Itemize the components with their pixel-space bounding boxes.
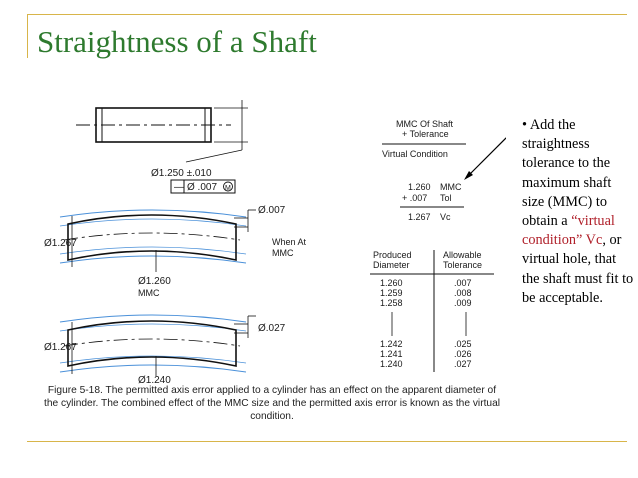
bullet-vc: Vc bbox=[585, 232, 603, 249]
left-rule bbox=[27, 14, 28, 58]
bullet-virtual-condition: “virtual condition” bbox=[522, 213, 615, 249]
table-row-4-tolerance: .025 bbox=[454, 339, 472, 349]
when-at-mmc-label: MMC bbox=[272, 248, 294, 258]
calc-line-3: Virtual Condition bbox=[382, 149, 448, 159]
bullet-text-3: , or virtual hole, that the shaft must fit to be acceptable. bbox=[522, 232, 634, 306]
middle-right-tol: Ø.007 bbox=[258, 205, 286, 216]
table-row-3-diameter: 1.258 bbox=[380, 298, 403, 308]
table-row-1-tolerance: .007 bbox=[454, 278, 472, 288]
callout-arrow-line bbox=[466, 130, 506, 178]
table-row-3-tolerance: .009 bbox=[454, 298, 472, 308]
table-row-1-diameter: 1.260 bbox=[380, 278, 403, 288]
calc-v1-value: 1.260 bbox=[408, 182, 431, 192]
table-row-2-diameter: 1.259 bbox=[380, 288, 403, 298]
table-row-4-diameter: 1.242 bbox=[380, 339, 403, 349]
when-at-label: When At bbox=[272, 237, 307, 247]
middle-bottom-mmc: MMC bbox=[138, 288, 160, 298]
calc-v2-value: + .007 bbox=[402, 193, 428, 203]
straightness-figure bbox=[36, 100, 506, 390]
fcf-mmc-modifier: M bbox=[225, 185, 231, 192]
middle-shaft bbox=[60, 210, 256, 272]
middle-left-dim: Ø1.267 bbox=[44, 238, 77, 249]
lower-shaft bbox=[60, 315, 256, 376]
lower-right-tol: Ø.027 bbox=[258, 323, 286, 334]
table-row-6-diameter: 1.240 bbox=[380, 359, 403, 369]
calc-line-2: + Tolerance bbox=[402, 129, 449, 139]
calc-v3-label: Vc bbox=[440, 212, 451, 222]
table-header-diameter: Diameter bbox=[373, 260, 410, 270]
table-row-5-diameter: 1.241 bbox=[380, 349, 403, 359]
calc-line-1: MMC Of Shaft bbox=[396, 119, 454, 129]
top-rule bbox=[27, 14, 627, 15]
bullet-text bbox=[522, 116, 634, 308]
table-header-produced: Produced bbox=[373, 250, 412, 260]
tolerance-table bbox=[370, 250, 494, 372]
fcf-tolerance: Ø .007 bbox=[187, 182, 218, 193]
table-row-2-tolerance: .008 bbox=[454, 288, 472, 298]
lower-bottom-dim: Ø1.240 bbox=[138, 375, 171, 386]
middle-bottom-dim: Ø1.260 bbox=[138, 276, 171, 287]
virtual-condition-calc bbox=[382, 119, 466, 222]
figure-caption: Figure 5-18. The permitted axis error applied to a cylinder has an effect on the apparent diameter of the cylinder. The combined effect of the MMC size and the permitted axis error is known as the virtual condition. bbox=[44, 385, 501, 422]
table-row-5-tolerance: .026 bbox=[454, 349, 472, 359]
bullet-text-1: Add the straightness tolerance to the maximum shaft size (MMC) to obtain a bbox=[522, 117, 612, 230]
calc-v3-value: 1.267 bbox=[408, 212, 431, 222]
fcf-straightness-symbol: — bbox=[174, 182, 184, 193]
top-size-dim: Ø1.250 ±.010 bbox=[151, 168, 212, 179]
slide-title: Straightness of a Shaft bbox=[37, 24, 317, 59]
calc-v2-label: Tol bbox=[440, 193, 452, 203]
calc-v1-label: MMC bbox=[440, 182, 462, 192]
bullet-marker: • bbox=[522, 117, 528, 133]
top-shaft bbox=[76, 100, 248, 162]
table-row-6-tolerance: .027 bbox=[454, 359, 472, 369]
bottom-rule bbox=[27, 441, 627, 442]
table-header-tolerance: Tolerance bbox=[443, 260, 483, 270]
lower-left-dim: Ø1.267 bbox=[44, 342, 77, 353]
table-header-allowable: Allowable bbox=[443, 250, 482, 260]
